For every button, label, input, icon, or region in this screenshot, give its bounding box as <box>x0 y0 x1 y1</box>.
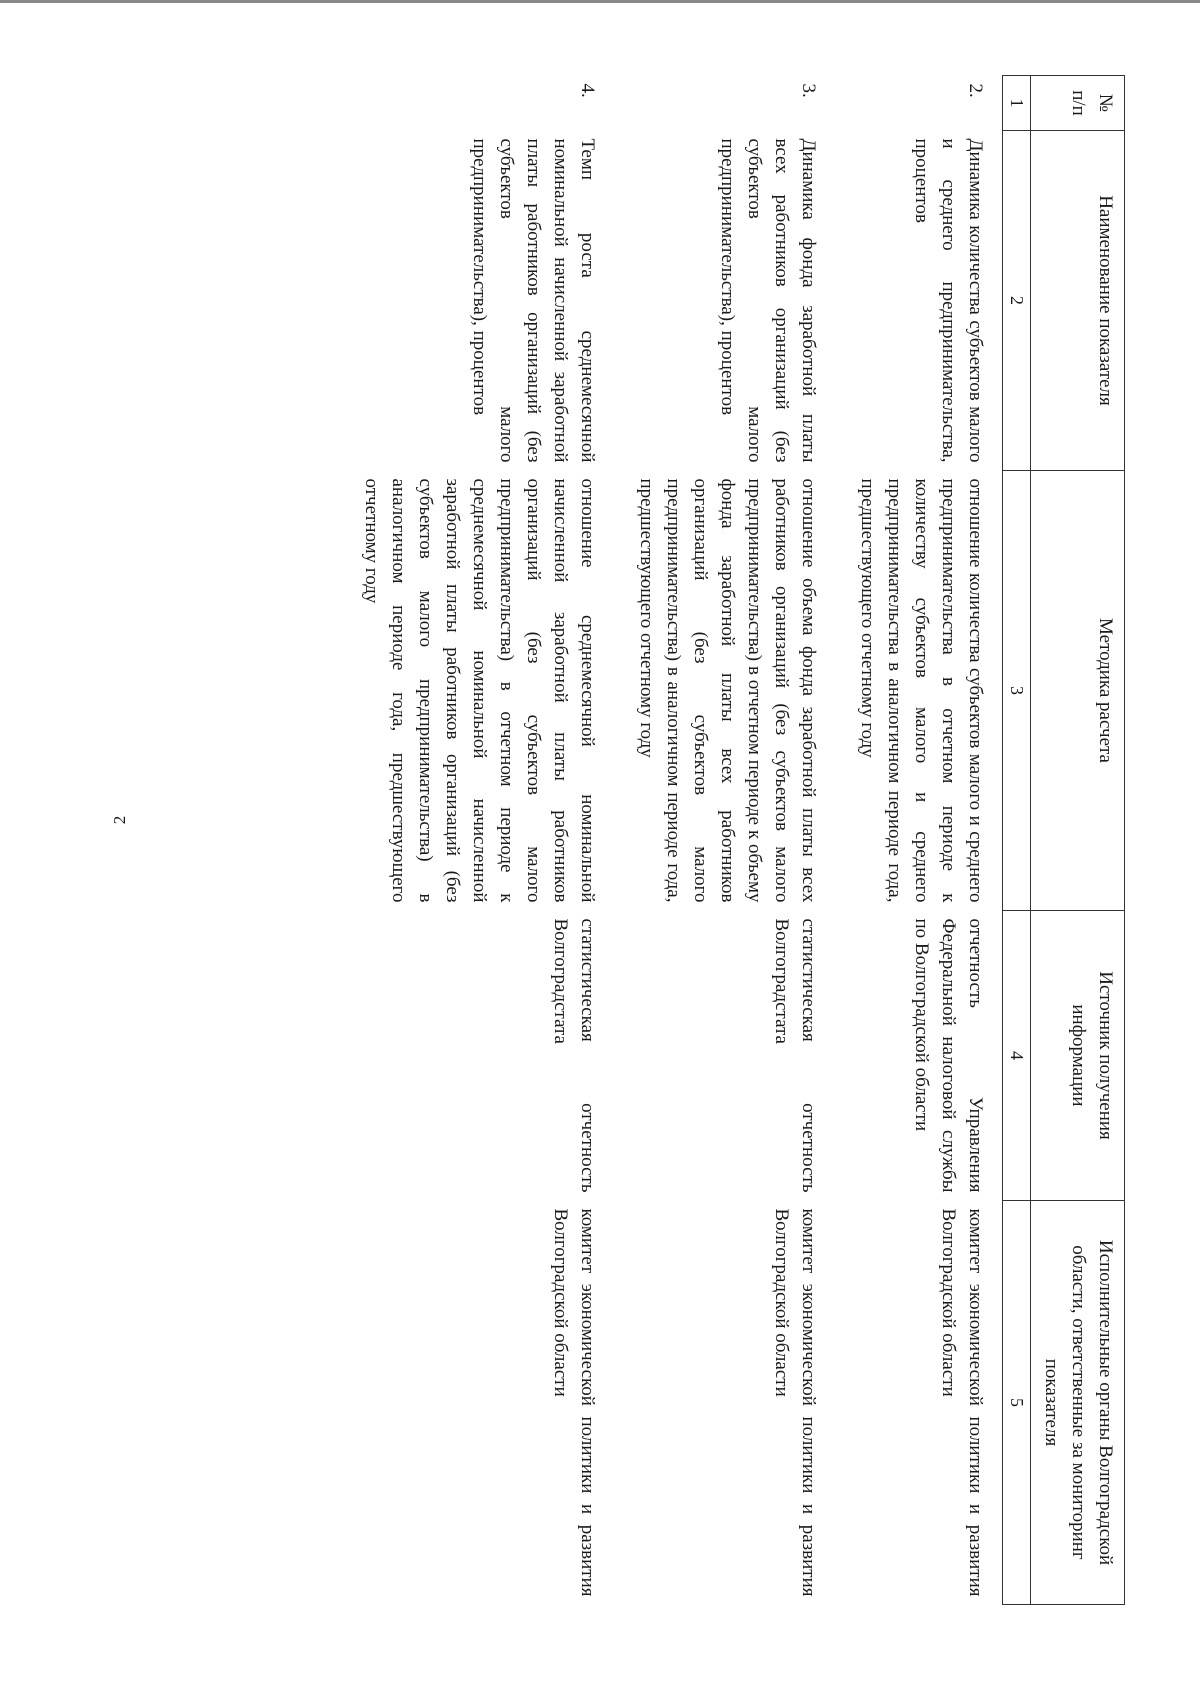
information-source: статистическая отчетность Волгоградстата <box>549 918 598 1193</box>
indicator-table <box>339 75 1125 1605</box>
column-number: 4 <box>1002 911 1031 1201</box>
responsible-body: комитет экономической политики и развития Волгоградской области <box>549 1208 598 1597</box>
row-number: 4. <box>576 83 598 98</box>
responsible-body: комитет экономической политики и развития Волгоградской области <box>770 1208 819 1597</box>
header-cell-number: № п/п <box>1031 76 1125 131</box>
header-row <box>1031 76 1125 1605</box>
top-rule <box>0 0 1200 3</box>
column-number-row <box>1002 76 1031 1605</box>
table-row <box>614 76 835 1605</box>
column-number: 2 <box>1002 131 1031 471</box>
information-source: статистическая отчетность Волгоградстата <box>770 918 819 1193</box>
column-number: 1 <box>1002 76 1031 131</box>
calculation-method: отношение объема фонда заработной платы всех работников организаций (без субъектов малого предпринимательства) в отчетном периоде к объему фонда заработной платы всех работников организаций (без субъектов малого предпринимательства) в аналогичном периоде года, предшествующего отчетному году <box>635 478 819 903</box>
column-number: 3 <box>1002 471 1031 911</box>
row-number: 2. <box>964 83 986 98</box>
header-cell-method: Методика расчета <box>1031 471 1125 911</box>
row-number: 3. <box>797 83 819 98</box>
rotated-page <box>85 75 1125 1605</box>
page-number: 2 <box>110 815 129 825</box>
calculation-method: отношение среднемесячной номинальной начисленной заработной платы работников организаций (без субъектов малого предпринимательства) в отчетном периоде к среднемесячной номинальной начисленной заработной платы работников организаций (без субъектов малого предпринимательства) в аналогичном периоде года, предшествующего отчетному году <box>361 478 598 903</box>
column-number: 5 <box>1002 1201 1031 1605</box>
indicator-name: Темп роста среднемесячной номинальной начисленной заработной платы работников организаций (без субъектов малого предпринимательства), процентов <box>469 138 598 463</box>
calculation-method: отношение количества субъектов малого и среднего предпринимательства в отчетном периоде к количеству субъектов малого и среднего предпринимательства в аналогичном периоде года, предшествующего отчетному году <box>856 478 986 903</box>
table-row <box>835 76 1002 1605</box>
indicator-name: Динамика количества субъектов малого и среднего предпринимательства, процентов <box>910 138 986 463</box>
header-cell-name: Наименование показателя <box>1031 131 1125 471</box>
indicator-name: Динамика фонда заработной платы всех работников организаций (без субъектов малого предпринимательства), процентов <box>716 138 819 463</box>
responsible-body: комитет экономической политики и развития Волгоградской области <box>937 1208 986 1597</box>
information-source: отчетность Управления Федеральной налоговой службы по Волгоградской области <box>910 918 986 1193</box>
table-row <box>339 76 614 1605</box>
header-cell-source: Источник получения информации <box>1031 911 1125 1201</box>
header-cell-responsible: Исполнительные органы Волгоградской области, ответственные за мониторинг показателя <box>1031 1201 1125 1605</box>
